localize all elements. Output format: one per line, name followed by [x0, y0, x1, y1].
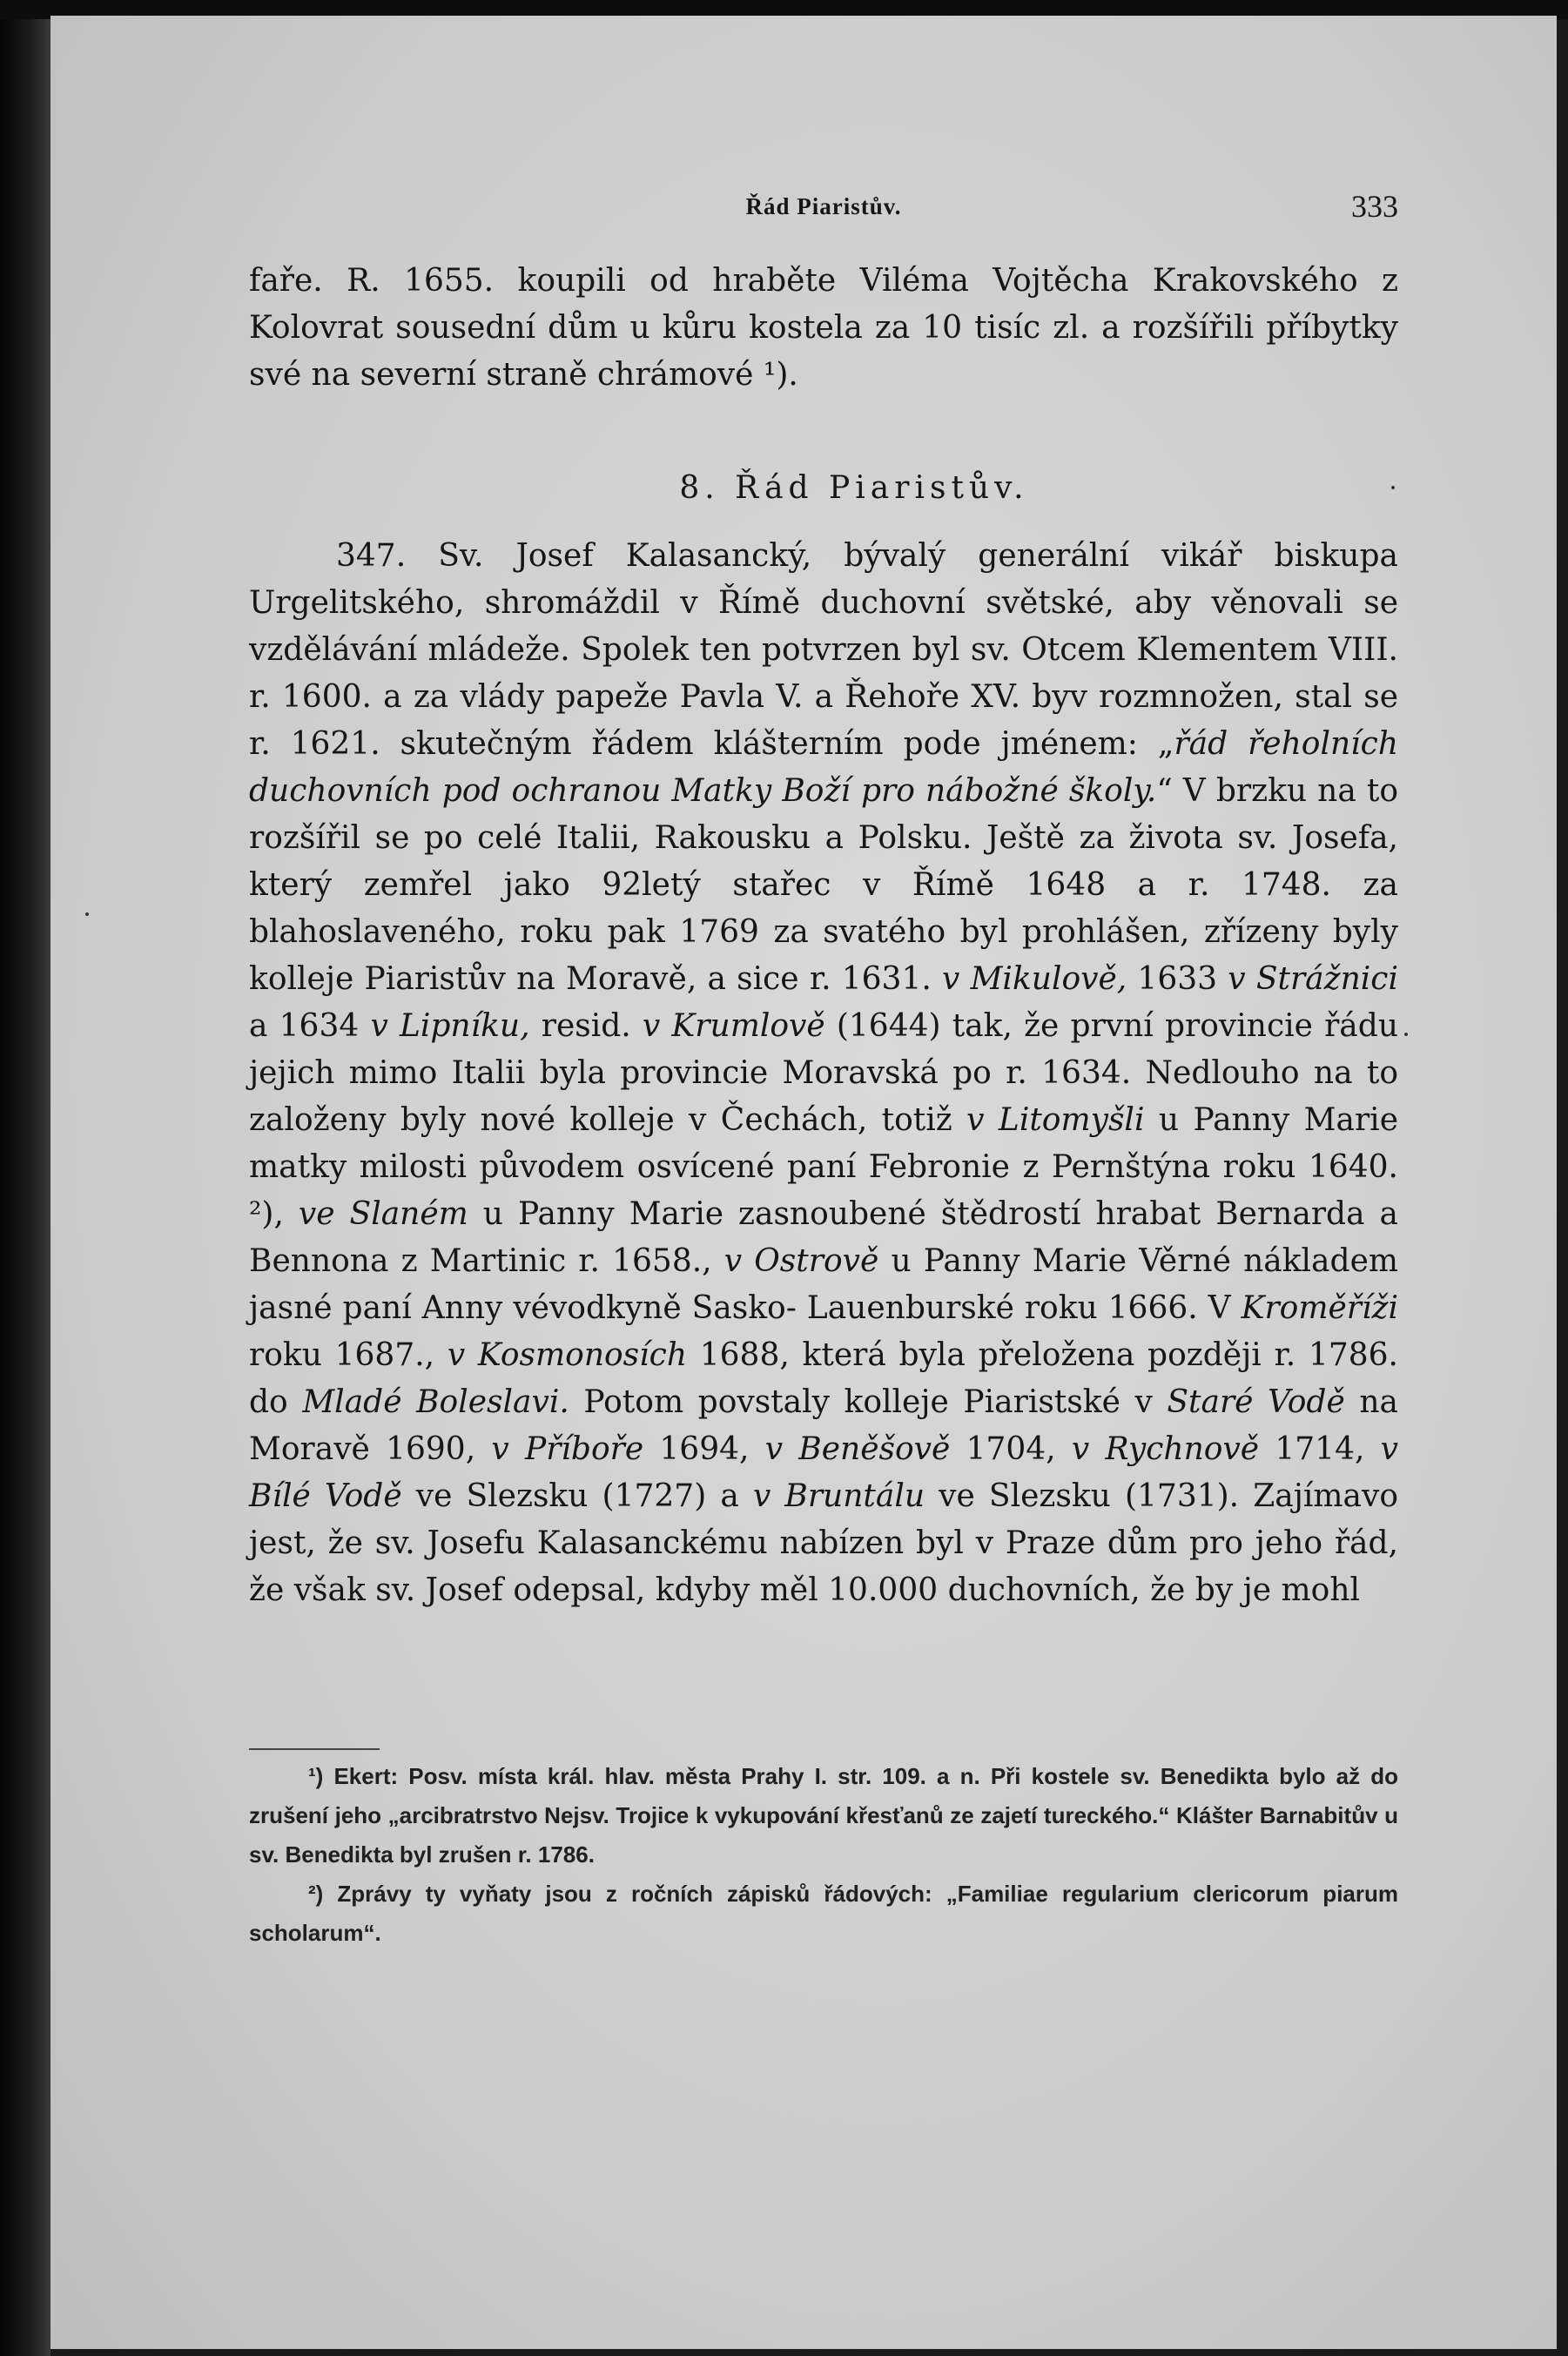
scan-border-left	[0, 0, 50, 2356]
italic-place: v Příboře	[491, 1431, 644, 1467]
italic-place: v Lipníku,	[370, 1008, 530, 1044]
text-run: u Panny Marie Věrné nákladem jasné paní Anny vévodkyně Sasko- Lauenburské roku 1666. V	[249, 1243, 1399, 1326]
section-heading: 8. Řád Piaristův.	[679, 470, 1029, 506]
italic-place: v Litomyšli	[966, 1102, 1145, 1138]
italic-place: Kroměříži	[1241, 1290, 1398, 1326]
text-run: 1694,	[643, 1431, 765, 1467]
italic-place: v Strážnici	[1228, 961, 1398, 997]
text-run: u Panny Marie matky milosti původem osvícené paní Febronie z Pernštýna roku 1640. ²),	[249, 1102, 1399, 1232]
italic-place: v Ostrově	[723, 1243, 879, 1279]
text-run: Potom povstaly kolleje Piaristské v	[569, 1384, 1168, 1420]
main-text	[249, 258, 1398, 1614]
italic-place: v Mikulově,	[942, 961, 1127, 997]
italic-place: v Krumlově	[642, 1008, 825, 1044]
italic-place: v Bruntálu	[752, 1478, 925, 1514]
italic-place: v Beněšově	[764, 1431, 951, 1467]
scan-speck	[85, 912, 89, 916]
running-head	[249, 188, 1398, 223]
running-title: Řád Piaristův.	[745, 193, 902, 219]
text-run: ve Slezsku (1727) a	[401, 1478, 753, 1514]
page-number: 333	[1351, 189, 1398, 224]
footnote-2: ²) Zprávy ty vyňaty jsou z ročních zápisků řádových: „Familiae regularium clericorum piarum scholarum“.	[249, 1881, 1398, 1946]
footnote-1: ¹) Ekert: Posv. místa král. hlav. města Prahy I. str. 109. a n. Při kostele sv. Benedikta bylo až do zrušení jeho „arcibratrstvo Nejsv. Trojice k vykupování křesťanů ze zajetí tureckého.“ Klášter Barnabitův u sv. Benedikta byl zrušen r. 1786.	[249, 1763, 1398, 1868]
text-run: 1704,	[950, 1431, 1072, 1467]
italic-place: Mladé Boleslavi.	[302, 1384, 569, 1420]
text-run: a 1634	[249, 1008, 371, 1044]
italic-order-name: řád řeholních duchovních pod ochranou Matky Boží pro nábožné školy.	[249, 726, 1399, 809]
text-run: 347. Sv. Josef Kalasancký, bývalý generální vikář biskupa Urgelitského, shromáždil v Římě duchovní světské, aby věnovali se vzdělávání mládeže. Spolek ten potvrzen byl sv. Otcem Klementem VIII. r. 1600. a za vlády papeže Pavla V. a Řehoře XV. byv rozmnožen, stal se r. 1621. skutečným řádem klášterním pode jménem: „	[249, 538, 1398, 762]
text-run: roku 1687.,	[249, 1337, 448, 1373]
intro-paragraph: faře. R. 1655. koupili od hraběte Viléma Vojtěcha Krakovského z Kolovrat sousední dům u kůru kostela za 10 tisíc zl. a rozšířili příbytky své na severní straně chrámové ¹).	[249, 263, 1398, 393]
scan-speck	[1404, 1033, 1408, 1036]
text-run: 1688, která byla přeložena později r. 1786. do	[249, 1337, 1398, 1420]
text-run: resid.	[529, 1008, 643, 1044]
text-run: u Panny Marie zasnoubené štědrostí hrabat Bernarda a Bennona z Martinic r. 1658.,	[249, 1196, 1398, 1279]
italic-place: v Rychnově	[1071, 1431, 1260, 1467]
text-run: 1633	[1127, 961, 1228, 997]
paragraph-347	[249, 533, 1398, 1614]
text-run: na Moravě 1690,	[249, 1384, 1399, 1467]
text-run: ve Slezsku (1731). Zajímavo jest, že sv. Josefu Kalasanckému nabízen byl v Praze dům pro jeho řád, že však sv. Josef odepsal, kdyby měl 10.000 duchovních, že by je mohl	[249, 1478, 1398, 1608]
footnote-rule	[249, 1748, 380, 1750]
footnotes	[249, 1757, 1398, 1953]
text-run: (1644) tak, že první provincie řádu jejich mimo Italii byla provincie Moravská po r. 1634. Nedlouho na to založeny byly nové kolleje v Čechách, totiž	[249, 1008, 1399, 1138]
scan-speck	[1391, 486, 1395, 489]
italic-place: Staré Vodě	[1167, 1384, 1345, 1420]
italic-place: v Kosmonosích	[447, 1337, 688, 1373]
italic-place: v Bílé Vodě	[249, 1431, 1399, 1514]
text-run: 1714,	[1259, 1431, 1381, 1467]
italic-place: ve Slaném	[298, 1196, 468, 1232]
text-run: “ V brzku na to rozšířil se po celé Italii, Rakousku a Polsku. Ještě za života sv. Josefa, který zemřel jako 92letý stařec v Římě 1648 a r. 1748. za blahoslaveného, roku pak 1769 za svatého byl prohlášen, zřízeny byly kolleje Piaristův na Moravě, a sice r. 1631.	[249, 773, 1398, 997]
book-page	[50, 16, 1557, 2349]
